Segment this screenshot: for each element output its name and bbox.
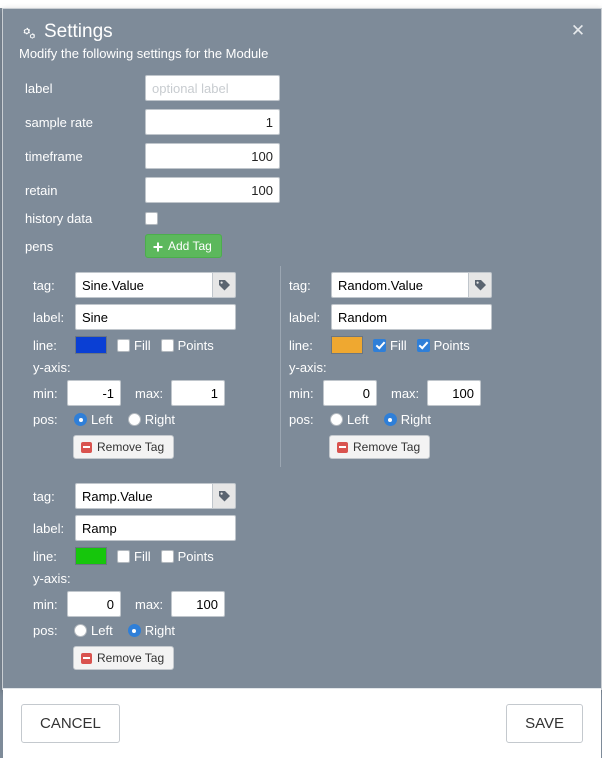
pen-tag-row	[33, 272, 272, 298]
form-row-label	[13, 75, 591, 101]
pen-max-label: max:	[135, 385, 164, 401]
tag-icon[interactable]	[212, 272, 236, 298]
dialog-title-row	[19, 21, 585, 43]
pen-fill-toggle[interactable]	[117, 338, 151, 353]
pen-points-checkbox[interactable]	[417, 339, 430, 352]
pen-max-input[interactable]	[427, 380, 481, 406]
remove-tag-label: Remove Tag	[353, 440, 421, 454]
remove-tag-button[interactable]	[329, 435, 430, 459]
pen-pos-label: pos:	[289, 412, 314, 427]
add-tag-button[interactable]	[145, 234, 222, 258]
pen-points-label: Points	[433, 337, 470, 353]
pen-pos-right-option[interactable]	[384, 412, 431, 427]
form-row-sample-rate	[13, 109, 591, 135]
pen-pos-right-label: Right	[400, 412, 432, 427]
pen-min-input[interactable]	[67, 591, 121, 617]
pen-fill-label: Fill	[134, 548, 151, 564]
pen-line-row	[33, 336, 272, 354]
remove-tag-label: Remove Tag	[97, 651, 165, 665]
minus-icon	[81, 653, 92, 664]
page-title: Settings	[44, 21, 113, 42]
pen-fill-checkbox[interactable]	[117, 339, 130, 352]
pen-tag-input-group	[331, 272, 492, 298]
pen-pos-left-label: Left	[91, 412, 113, 427]
remove-tag-button[interactable]	[73, 435, 174, 459]
pen-pos-right-option[interactable]	[128, 623, 175, 638]
pen-fill-label: Fill	[390, 337, 407, 353]
pen-pos-left-option[interactable]	[74, 412, 113, 427]
sample-rate-input[interactable]	[145, 109, 280, 135]
pen-max-input[interactable]	[171, 380, 225, 406]
pen-fill-checkbox[interactable]	[373, 339, 386, 352]
pen-points-label: Points	[177, 337, 214, 353]
pen-tag-input[interactable]	[331, 272, 468, 298]
pen-max-input[interactable]	[171, 591, 225, 617]
pen-minmax-row	[33, 591, 272, 617]
pen-minmax-row	[289, 380, 527, 406]
remove-tag-label: Remove Tag	[97, 440, 165, 454]
pen-min-label: min:	[33, 596, 58, 612]
dialog-header	[3, 9, 601, 65]
pen-label-input[interactable]	[75, 304, 236, 330]
form-row-retain	[13, 177, 591, 203]
pen-tag-input-group	[75, 272, 236, 298]
pen-tag-input[interactable]	[75, 483, 212, 509]
pen-label-row	[33, 304, 272, 330]
pen-pos-right-radio[interactable]	[128, 413, 141, 426]
pen-card	[25, 477, 280, 678]
pen-tag-input[interactable]	[75, 272, 212, 298]
pen-line-label: line:	[33, 548, 57, 564]
pen-pos-left-option[interactable]	[330, 412, 369, 427]
pens-grid	[13, 266, 591, 688]
pen-min-input[interactable]	[67, 380, 121, 406]
add-tag-label: Add Tag	[168, 239, 212, 253]
form-row-pens	[13, 234, 591, 258]
tag-icon[interactable]	[212, 483, 236, 509]
pen-pos-right-label: Right	[144, 412, 176, 427]
pen-label-label: label:	[33, 520, 65, 536]
settings-form	[13, 75, 591, 688]
pen-pos-label: pos:	[33, 623, 58, 638]
pen-points-toggle[interactable]	[417, 338, 470, 353]
pen-pos-left-label: Left	[91, 623, 113, 638]
pen-color-swatch[interactable]	[331, 336, 363, 354]
pen-tag-label: tag:	[33, 277, 55, 293]
pen-minmax-row	[33, 380, 272, 406]
pen-label-label: label:	[33, 309, 65, 325]
dialog-footer	[3, 688, 601, 758]
plus-icon	[153, 241, 163, 251]
field-label-pens: pens	[25, 238, 54, 254]
pen-card	[280, 266, 535, 467]
pen-yaxis-title: y-axis:	[33, 360, 71, 375]
pen-fill-toggle[interactable]	[117, 549, 151, 564]
pen-yaxis-title: y-axis:	[33, 571, 71, 586]
pen-line-label: line:	[33, 337, 57, 353]
pen-pos-right-option[interactable]	[128, 412, 175, 427]
minus-icon	[81, 442, 92, 453]
pen-label-input[interactable]	[75, 515, 236, 541]
pen-color-swatch[interactable]	[75, 336, 107, 354]
pen-points-checkbox[interactable]	[161, 550, 174, 563]
pen-points-toggle[interactable]	[161, 338, 214, 353]
pen-min-label: min:	[289, 385, 314, 401]
pen-pos-right-radio[interactable]	[128, 624, 141, 637]
gears-icon	[19, 25, 37, 41]
pen-label-label: label:	[289, 309, 321, 325]
history-data-checkbox[interactable]	[145, 212, 158, 225]
retain-input[interactable]	[145, 177, 280, 203]
settings-dialog	[2, 8, 602, 732]
pen-line-label: line:	[289, 337, 313, 353]
pen-card	[25, 266, 280, 467]
pen-pos-left-radio[interactable]	[330, 413, 343, 426]
pen-pos-left-radio[interactable]	[74, 624, 87, 637]
field-label-history-data: history data	[25, 211, 93, 226]
pen-min-label: min:	[33, 385, 58, 401]
pen-label-row	[289, 304, 527, 330]
pen-tag-label: tag:	[289, 277, 311, 293]
pen-pos-right-label: Right	[144, 623, 176, 638]
form-row-timeframe	[13, 143, 591, 169]
pen-line-row	[289, 336, 527, 354]
form-row-history-data	[13, 211, 591, 226]
dialog-body	[3, 65, 601, 688]
pen-label-row	[33, 515, 272, 541]
timeframe-input[interactable]	[145, 143, 280, 169]
pen-points-toggle[interactable]	[161, 549, 214, 564]
pen-line-row	[33, 547, 272, 565]
pen-fill-checkbox[interactable]	[117, 550, 130, 563]
remove-tag-button[interactable]	[73, 646, 174, 670]
save-button[interactable]: SAVE	[506, 704, 583, 743]
pen-pos-left-label: Left	[347, 412, 369, 427]
pen-tag-row	[33, 483, 272, 509]
dialog-subtitle: Modify the following settings for the Module	[19, 46, 269, 61]
cancel-button[interactable]: CANCEL	[21, 704, 120, 743]
minus-icon	[337, 442, 348, 453]
pen-color-swatch[interactable]	[75, 547, 107, 565]
pen-pos-left-radio[interactable]	[74, 413, 87, 426]
pen-points-checkbox[interactable]	[161, 339, 174, 352]
pen-max-label: max:	[391, 385, 420, 401]
field-label-label: label	[25, 80, 53, 96]
pen-fill-label: Fill	[134, 337, 151, 353]
field-label-sample-rate: sample rate	[25, 114, 93, 130]
label-input[interactable]	[145, 75, 280, 101]
pen-min-input[interactable]	[323, 380, 377, 406]
tag-icon[interactable]	[468, 272, 492, 298]
pen-pos-left-option[interactable]	[74, 623, 113, 638]
pen-max-label: max:	[135, 596, 164, 612]
pen-fill-toggle[interactable]	[373, 338, 407, 353]
pen-label-input[interactable]	[331, 304, 492, 330]
pen-points-label: Points	[177, 548, 214, 564]
pen-tag-row	[289, 272, 527, 298]
pen-yaxis-title: y-axis:	[289, 360, 327, 375]
field-label-retain: retain	[25, 182, 58, 198]
pen-tag-input-group	[75, 483, 236, 509]
page-background-strip	[0, 0, 602, 8]
pen-pos-row	[33, 412, 272, 427]
field-label-timeframe: timeframe	[25, 148, 83, 164]
pen-pos-row	[33, 623, 272, 638]
pen-pos-right-radio[interactable]	[384, 413, 397, 426]
close-icon[interactable]: ✕	[570, 21, 586, 40]
pen-pos-label: pos:	[33, 412, 58, 427]
pen-pos-row	[289, 412, 527, 427]
pen-tag-label: tag:	[33, 488, 55, 504]
